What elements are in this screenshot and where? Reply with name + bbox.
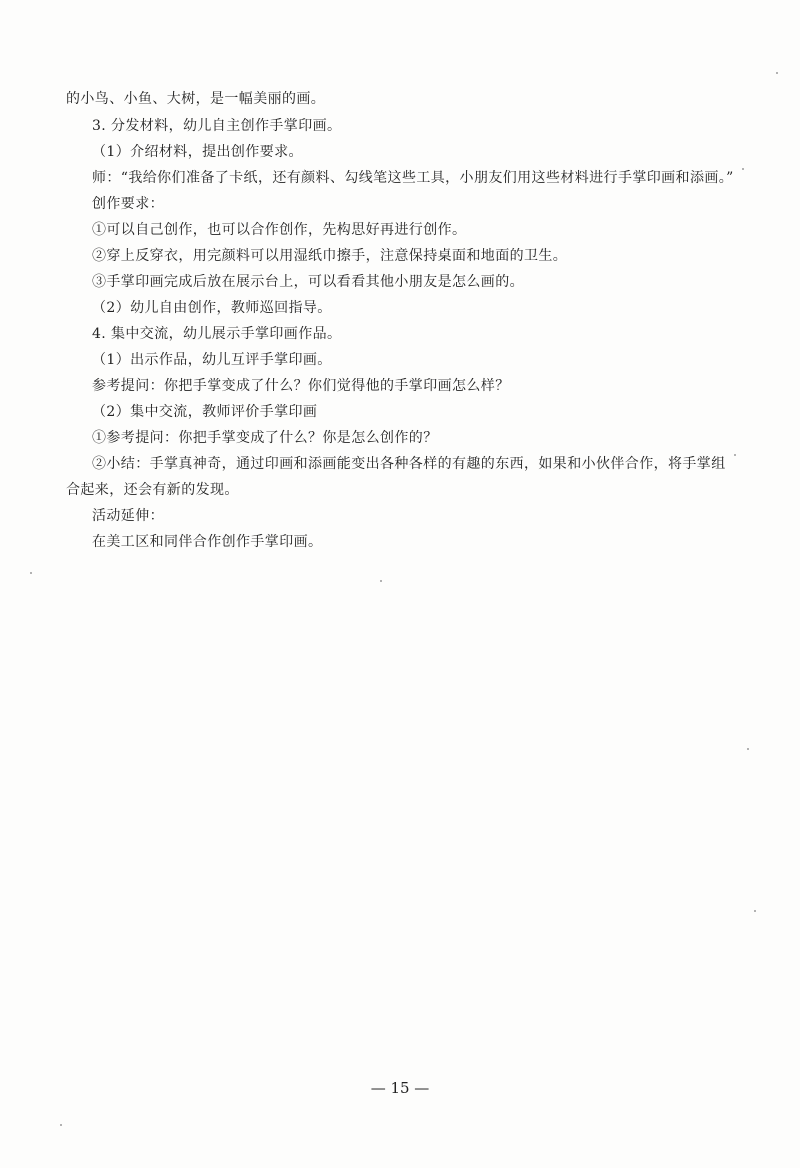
scan-speck bbox=[754, 910, 756, 912]
teacher-quote: 师：“我给你们准备了卡纸，还有颜料、勾线笔这些工具，小朋友们用这些材料进行手掌印画和添画。” bbox=[92, 170, 734, 186]
scan-speck bbox=[380, 580, 382, 582]
sub-step-free-creation: （2）幼儿自由创作，教师巡回指导。 bbox=[92, 300, 332, 316]
scan-speck bbox=[30, 572, 32, 574]
scan-speck bbox=[60, 1124, 62, 1126]
step-4-heading: 4. 集中交流，幼儿展示手掌印画作品。 bbox=[92, 326, 342, 342]
summary-line-2: 合起来，还会有新的发现。 bbox=[66, 482, 239, 498]
requirement-item-3: ③手掌印画完成后放在展示台上，可以看看其他小朋友是怎么画的。 bbox=[92, 274, 524, 290]
scan-speck bbox=[747, 748, 749, 750]
extension-text: 在美工区和同伴合作创作手掌印画。 bbox=[92, 534, 323, 550]
page-number: — 15 — bbox=[370, 1079, 430, 1097]
scan-speck bbox=[734, 454, 736, 456]
reference-question-2: ①参考提问：你把手掌变成了什么？你是怎么创作的？ bbox=[92, 430, 438, 446]
summary-line-1: ②小结：手掌真神奇，通过印画和添画能变出各种各样的有趣的东西，如果和小伙伴合作，将手掌组 bbox=[92, 456, 726, 472]
extension-label: 活动延伸： bbox=[92, 508, 164, 524]
requirement-item-1: ①可以自己创作，也可以合作创作，先构思好再进行创作。 bbox=[92, 222, 467, 238]
paragraph-continuation: 的小鸟、小鱼、大树，是一幅美丽的画。 bbox=[66, 91, 326, 107]
step-3-heading: 3. 分发材料，幼儿自主创作手掌印画。 bbox=[92, 118, 342, 134]
sub-step-introduce-materials: （1）介绍材料，提出创作要求。 bbox=[92, 144, 303, 160]
sub-step-show-works: （1）出示作品，幼儿互评手掌印画。 bbox=[92, 352, 332, 368]
scan-speck bbox=[776, 72, 778, 74]
scan-speck bbox=[742, 168, 744, 170]
requirement-item-2: ②穿上反穿衣，用完颜料可以用湿纸巾擦手，注意保持桌面和地面的卫生。 bbox=[92, 248, 568, 264]
reference-question-1: 参考提问：你把手掌变成了什么？你们觉得他的手掌印画怎么样？ bbox=[92, 378, 510, 394]
sub-step-group-exchange: （2）集中交流，教师评价手掌印画 bbox=[92, 404, 318, 420]
requirements-label: 创作要求： bbox=[92, 196, 164, 212]
